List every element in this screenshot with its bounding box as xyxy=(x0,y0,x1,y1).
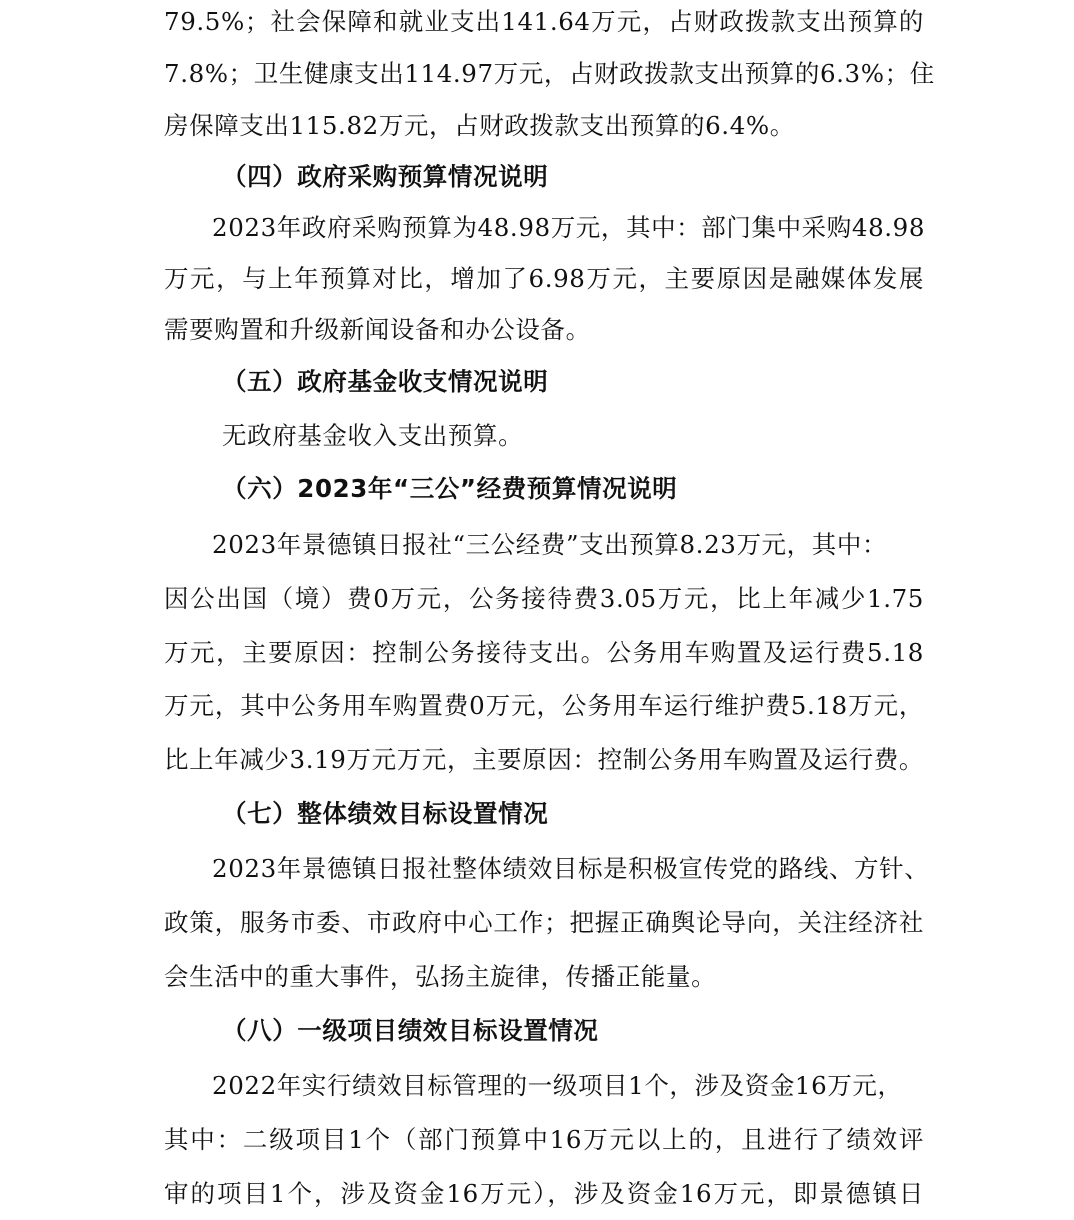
section-heading-6: （六）2023年“三公”经费预算情况说明 xyxy=(222,474,678,503)
body-text-line: 79.5%；社会保障和就业支出141.64万元，占财政拨款支出预算的 xyxy=(164,7,924,36)
body-text-line: 需要购置和升级新闻设备和办公设备。 xyxy=(164,315,591,344)
body-text-line: 万元，其中公务用车购置费0万元，公务用车运行维护费5.18万元， xyxy=(164,691,924,720)
body-text-line: 比上年减少3.19万元万元，主要原因：控制公务用车购置及运行费。 xyxy=(164,745,924,774)
body-text-line: 会生活中的重大事件，弘扬主旋律，传播正能量。 xyxy=(164,962,717,991)
section-heading-7: （七）整体绩效目标设置情况 xyxy=(222,799,549,828)
body-text-line: 万元，主要原因：控制公务接待支出。公务用车购置及运行费5.18 xyxy=(164,638,924,667)
body-text-line: 因公出国（境）费0万元，公务接待费3.05万元，比上年减少1.75 xyxy=(164,584,924,613)
section-heading-4: （四）政府采购预算情况说明 xyxy=(222,162,549,191)
body-text-line: 2023年景德镇日报社“三公经费”支出预算8.23万元，其中： xyxy=(212,530,888,559)
body-text-line: 房保障支出115.82万元，占财政拨款支出预算的6.4%。 xyxy=(164,111,795,140)
section-heading-5: （五）政府基金收支情况说明 xyxy=(222,367,549,396)
body-text-line: 2023年政府采购预算为48.98万元，其中：部门集中采购48.98 xyxy=(212,213,926,242)
body-text-line: 政策，服务市委、市政府中心工作；把握正确舆论导向，关注经济社 xyxy=(164,908,924,937)
body-text-line: 2022年实行绩效目标管理的一级项目1个，涉及资金16万元， xyxy=(212,1071,903,1100)
body-text-line: 审的项目1个，涉及资金16万元），涉及资金16万元，即景德镇日 xyxy=(164,1179,924,1208)
body-text-line: 无政府基金收入支出预算。 xyxy=(222,421,524,450)
section-heading-8: （八）一级项目绩效目标设置情况 xyxy=(222,1016,599,1045)
body-text-line: 2023年景德镇日报社整体绩效目标是积极宣传党的路线、方针、 xyxy=(212,854,930,883)
body-text-line: 万元，与上年预算对比，增加了6.98万元，主要原因是融媒体发展 xyxy=(164,264,924,293)
body-text-line: 7.8%；卫生健康支出114.97万元，占财政拨款支出预算的6.3%；住 xyxy=(164,59,935,88)
body-text-line: 其中：二级项目1个（部门预算中16万元以上的，且进行了绩效评 xyxy=(164,1125,924,1154)
